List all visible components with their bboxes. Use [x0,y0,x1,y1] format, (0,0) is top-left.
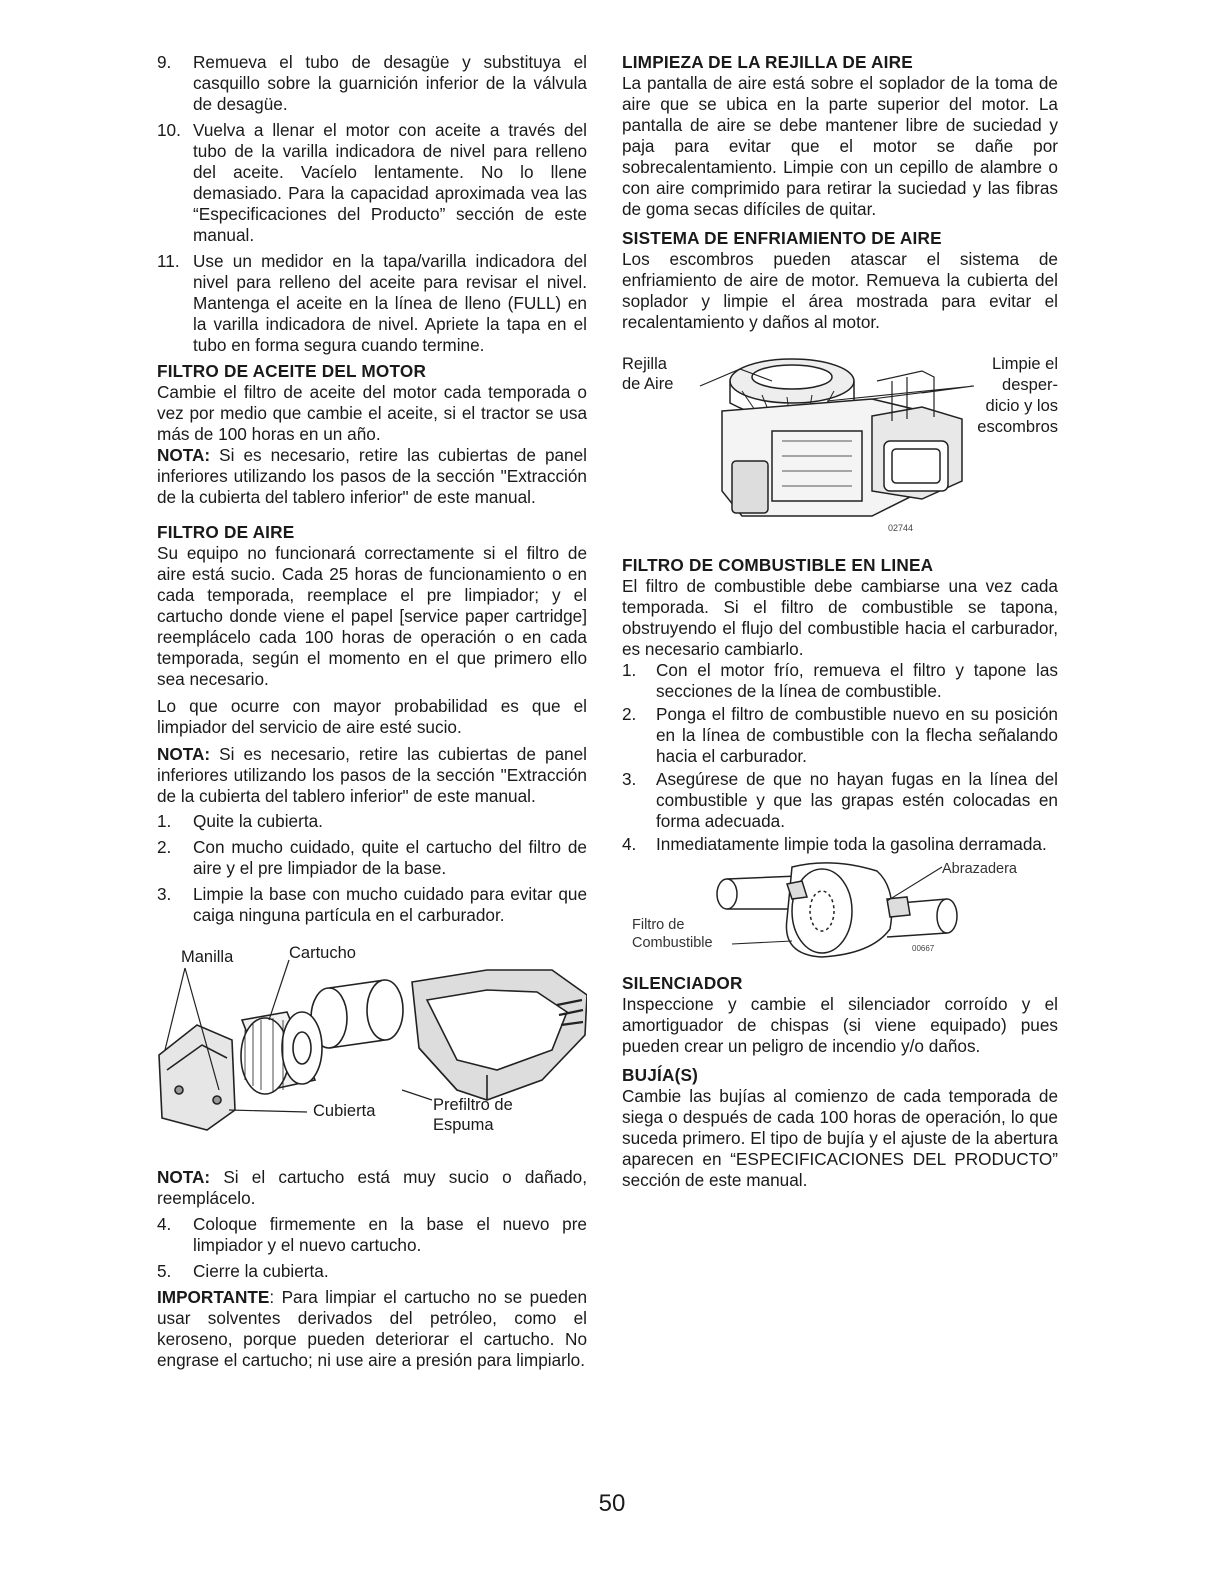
fuel-filter-heading: FILTRO DE COMBUSTIBLE EN LINEA [622,555,934,575]
step-text: Cierre la cubierta. [193,1261,329,1281]
figure-code: 00667 [912,944,935,953]
step-number: 3. [622,769,637,789]
label-cubierta: Cubierta [313,1102,376,1120]
cooling-heading: SISTEMA DE ENFRIAMIENTO DE AIRE [622,228,942,248]
important-text: : Para limpiar el cartucho no se pueden usar solventes derivados del petróleo, como el keroseno, porque pueden deteriorar el cartucho. No engrase el cartucho; ni use aire a presión para limpiarlo. [157,1287,587,1370]
step-text: Inmediatamente limpie toda la gasolina derramada. [656,834,1047,854]
fuel-filter-figure [622,859,1058,965]
step-number: 11. [157,251,180,271]
air-filter-steps-2 [157,1214,587,1282]
label-cartucho: Cartucho [289,944,356,962]
muffler-heading: SILENCIADOR [622,973,743,993]
step-text: Asegúrese de que no hayan fugas en la línea del combustible y que las grapas estén colocadas en forma adecuada. [656,769,1058,831]
spark-plug-heading: BUJÍA(S) [622,1065,699,1085]
label-filtro-2: Combustible [632,935,713,951]
note-text: Si el cartucho está muy sucio o dañado, reemplácelo. [157,1167,587,1208]
list-item [157,251,587,356]
list-item [622,660,1058,702]
step-text: Coloque firmemente en la base el nuevo pre limpiador y el nuevo cartucho. [193,1214,587,1255]
spark-plug-text: Cambie las bujías al comienzo de cada temporada de siega o después de cada 100 horas de operación, lo que suceda primero. El tipo de bujía y el ajuste de la abertura aparecen en “ESPECIFICACIONES DEL PRODUCTO” sección de este manual. [622,1086,1058,1190]
label-limpie-4: escombros [977,418,1058,436]
muffler-text: Inspeccione y cambie el silenciador corroído y el amortiguador de chispas (si viene equipado) pues pueden crear un peligro de incendio y/o daños. [622,994,1058,1056]
oil-filter-note [157,445,587,508]
note-text: Si es necesario, retire las cubiertas de panel inferiores utilizando los pasos de la sección "Extracción de la cubierta del tablero inferior" de este manual. [157,744,587,806]
list-item [157,1261,587,1282]
oil-filter-heading: FILTRO DE ACEITE DEL MOTOR [157,361,427,381]
label-filtro-1: Filtro de [632,917,685,933]
label-abrazadera: Abrazadera [942,861,1017,877]
list-item [157,120,587,246]
list-item [157,1214,587,1256]
step-number: 2. [157,837,172,857]
step-text: Vuelva a llenar el motor con aceite a través del tubo de la varilla indicadora de nivel para relleno del aceite. Vacíelo lentamente. No lo llene demasiado. Para la capacidad aproximada vea las “Especificaciones del Producto” sección de este manual. [193,120,587,245]
air-filter-note-2 [157,1167,587,1209]
list-item [157,52,587,115]
note-label: NOTA: [157,744,211,764]
air-filter-note [157,744,587,807]
note-text: Si es necesario, retire las cubiertas de panel inferiores utilizando los pasos de la sección "Extracción de la cubierta del tablero inferior" de este manual. [157,445,587,507]
list-item [157,884,587,926]
list-item [622,704,1058,767]
step-text: Quite la cubierta. [193,811,323,831]
page-number: 50 [598,1490,626,1517]
step-text: Use un medidor en la tapa/varilla indicadora del nivel para relleno del aceite para revisar el nivel. Mantenga el aceite en la línea de lleno (FULL) en la varilla indicadora de nivel. Apriete la tapa en el tubo en forma segura cuando termine. [193,251,587,355]
left-column [157,52,587,1371]
list-item [622,834,1058,855]
air-filter-heading: FILTRO DE AIRE [157,522,295,542]
air-filter-text-2: Lo que ocurre con mayor probabilidad es que el limpiador del servicio de aire esté sucio. [157,696,587,737]
important-label: IMPORTANTE [157,1287,270,1307]
step-number: 9. [157,52,172,72]
note-label: NOTA: [157,1167,211,1187]
step-number: 10. [157,120,181,140]
air-filter-text-1: Su equipo no funcionará correctamente si el filtro de aire está sucio. Cada 25 horas de funcionamiento o en cada temporada, reemplace el pre limpiador; y el cartucho donde viene el papel [service paper cartridge] reemplácelo cada 100 horas de operación o en cada temporada, según el momento en el que primero ello sea necesario. [157,543,587,689]
step-number: 1. [157,811,172,831]
cooling-text: Los escombros pueden atascar el sistema de enfriamiento de aire de motor. Remueva la cubierta del soplador y limpie el área mostrada para evitar el recalentamiento y daños al motor. [622,249,1058,332]
fuel-filter-steps [622,660,1058,855]
label-prefiltro-2: Espuma [433,1116,494,1134]
fuel-filter-text: El filtro de combustible debe cambiarse una vez cada temporada. Si el filtro de combustible se tapona, obstruyendo el flujo del combustible hacia el carburador, es necesario cambiarlo. [622,576,1058,659]
step-number: 3. [157,884,172,904]
label-rejilla-1: Rejilla [622,355,667,373]
step-number: 5. [157,1261,172,1281]
step-number: 4. [157,1214,172,1234]
step-number: 2. [622,704,637,724]
label-rejilla-2: de Aire [622,375,674,393]
step-text: Remueva el tubo de desagüe y substituya el casquillo sobre la guarnición inferior de la válvula de desagüe. [193,52,587,114]
air-filter-illustration [157,940,587,1155]
note-label: NOTA: [157,445,211,465]
label-limpie-3: dicio y los [985,397,1058,415]
oil-filter-text: Cambie el filtro de aceite del motor cada temporada o vez por medio que cambie el aceite, si el tractor se usa más de 100 horas en un año. [157,382,587,444]
step-text: Con el motor frío, remueva el filtro y tapone las secciones de la línea de combustible. [656,660,1058,701]
label-manilla: Manilla [181,948,234,966]
step-text: Limpie la base con mucho cuidado para evitar que caiga ninguna partícula en el carburador. [193,884,587,925]
label-limpie-1: Limpie el [991,355,1058,373]
screen-text: La pantalla de aire está sobre el soplador de la toma de aire que se ubica en la parte superior del motor. La pantalla de aire se debe mantener libre de suciedad y paja para evitar que el motor se dañe por sobrecalentamiento. Limpie con un cepillo de alambre o con aire comprimido para retirar la suciedad y las fibras de goma secas difíciles de quitar. [622,73,1058,219]
label-limpie-2: desper- [1002,376,1058,394]
list-item [157,811,587,832]
right-column [622,52,1058,1191]
engine-figure [622,341,1058,541]
label-prefiltro-1: Prefiltro de [433,1096,513,1114]
step-number: 1. [622,660,637,680]
figure-code: 02744 [888,523,914,533]
oil-change-steps [157,52,587,356]
screen-heading: LIMPIEZA DE LA REJILLA DE AIRE [622,52,913,72]
step-text: Ponga el filtro de combustible nuevo en su posición en la línea de combustible con la flecha señalando hacia el carburador. [656,704,1058,766]
important-note [157,1287,587,1371]
air-filter-figure [157,940,587,1155]
list-item [622,769,1058,832]
list-item [157,837,587,879]
step-number: 4. [622,834,637,854]
air-filter-steps [157,811,587,926]
step-text: Con mucho cuidado, quite el cartucho del filtro de aire y el pre limpiador de la base. [193,837,587,878]
